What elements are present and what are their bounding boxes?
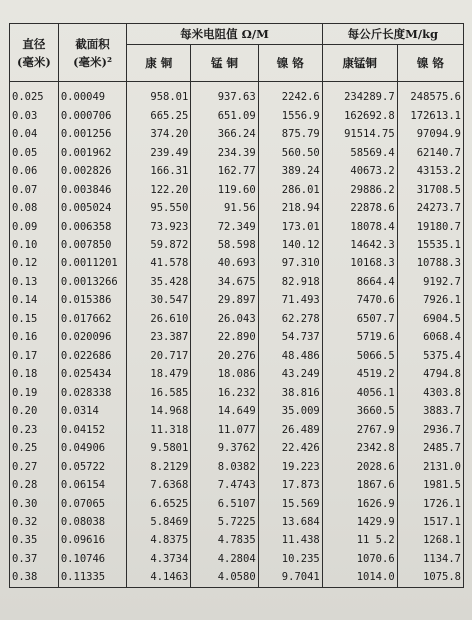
l-manganin-cell: 11 5.2 [322,531,397,549]
diameter-cell: 0.09 [10,217,59,235]
r-manganin-cell: 58.598 [191,236,258,254]
r-manganin-cell: 5.7225 [191,513,258,531]
area-cell: 0.08038 [58,513,126,531]
l-manganin-cell: 40673.2 [322,162,397,180]
diameter-cell: 0.30 [10,494,59,512]
table-row [10,347,464,365]
diameter-header-label: 直径 [22,36,46,51]
r-nichrome-cell: 48.486 [258,347,322,365]
r-nichrome-cell: 97.310 [258,254,322,272]
table-row [10,162,464,180]
area-cell: 0.005024 [58,199,126,217]
r-manganin-cell: 4.7835 [191,531,258,549]
diameter-cell: 0.08 [10,199,59,217]
diameter-cell: 0.32 [10,513,59,531]
r-manganin-cell: 9.3762 [191,439,258,457]
l-nichrome-cell: 62140.7 [397,143,463,161]
l-manganin-cell: 4519.2 [322,365,397,383]
table-header [10,24,464,82]
l-nichrome-cell: 19180.7 [397,217,463,235]
area-cell: 0.06154 [58,476,126,494]
l-manganin-cell: 6507.7 [322,310,397,328]
l-nichrome-cell: 6904.5 [397,310,463,328]
l-manganin-cell: 1626.9 [322,494,397,512]
r-nichrome-cell: 10.235 [258,550,322,568]
area-cell: 0.028338 [58,384,126,402]
area-header-unit: (毫米)² [73,54,113,69]
l-nichrome-cell: 1517.1 [397,513,463,531]
r-constantan-cell: 958.01 [127,82,191,107]
r-constantan-cell: 7.6368 [127,476,191,494]
l-manganin-cell: 22878.6 [322,199,397,217]
r-manganin-cell: 4.0580 [191,568,258,587]
table-row [10,402,464,420]
area-cell: 0.000706 [58,106,126,124]
l-nichrome-cell: 4794.8 [397,365,463,383]
l-nichrome-cell: 2936.7 [397,420,463,438]
r-nichrome-cell: 17.873 [258,476,322,494]
l-nichrome-cell: 2131.0 [397,457,463,475]
table-row [10,82,464,107]
diameter-cell: 0.37 [10,550,59,568]
l-nichrome-cell: 5375.4 [397,347,463,365]
r-manganin-cell: 8.0382 [191,457,258,475]
area-cell: 0.04152 [58,420,126,438]
l-manganin-header: 康锰铜 [322,45,397,82]
diameter-header-unit: (毫米) [16,54,51,69]
table-row [10,513,464,531]
area-cell: 0.020096 [58,328,126,346]
r-nichrome-cell: 13.684 [258,513,322,531]
l-nichrome-cell: 1726.1 [397,494,463,512]
diameter-cell: 0.17 [10,347,59,365]
table-row [10,328,464,346]
l-nichrome-cell: 15535.1 [397,236,463,254]
r-constantan-cell: 4.3734 [127,550,191,568]
table-row [10,365,464,383]
r-manganin-cell: 14.649 [191,402,258,420]
table-row [10,457,464,475]
area-cell: 0.10746 [58,550,126,568]
l-manganin-cell: 162692.8 [322,106,397,124]
r-manganin-cell: 651.09 [191,106,258,124]
l-manganin-cell: 1867.6 [322,476,397,494]
l-nichrome-cell: 7926.1 [397,291,463,309]
length-group-header: 每公斤长度M/kg [322,24,463,45]
l-manganin-cell: 5066.5 [322,347,397,365]
diameter-cell: 0.16 [10,328,59,346]
r-constantan-cell: 14.968 [127,402,191,420]
diameter-cell: 0.38 [10,568,59,587]
l-nichrome-cell: 2485.7 [397,439,463,457]
r-nichrome-cell: 140.12 [258,236,322,254]
l-manganin-cell: 7470.6 [322,291,397,309]
r-nichrome-cell: 19.223 [258,457,322,475]
r-nichrome-header: 镍 铬 [258,45,322,82]
r-nichrome-cell: 35.009 [258,402,322,420]
r-constantan-cell: 8.2129 [127,457,191,475]
l-nichrome-cell: 3883.7 [397,402,463,420]
r-nichrome-cell: 71.493 [258,291,322,309]
r-constantan-cell: 4.1463 [127,568,191,587]
l-nichrome-cell: 1268.1 [397,531,463,549]
area-header-label: 截面积 [75,36,110,51]
r-nichrome-cell: 15.569 [258,494,322,512]
l-nichrome-cell: 4303.8 [397,384,463,402]
table-row [10,476,464,494]
diameter-header [10,24,59,82]
area-cell: 0.07065 [58,494,126,512]
table-row [10,199,464,217]
area-cell: 0.001962 [58,143,126,161]
area-cell: 0.017662 [58,310,126,328]
l-manganin-cell: 1014.0 [322,568,397,587]
table-body [10,82,464,588]
r-constantan-cell: 122.20 [127,180,191,198]
table-row [10,420,464,438]
l-nichrome-cell: 43153.2 [397,162,463,180]
table-row [10,180,464,198]
r-constantan-cell: 18.479 [127,365,191,383]
r-nichrome-cell: 43.249 [258,365,322,383]
diameter-cell: 0.10 [10,236,59,254]
r-nichrome-cell: 173.01 [258,217,322,235]
r-nichrome-cell: 54.737 [258,328,322,346]
r-constantan-cell: 4.8375 [127,531,191,549]
diameter-cell: 0.07 [10,180,59,198]
r-nichrome-cell: 82.918 [258,273,322,291]
l-manganin-cell: 234289.7 [322,82,397,107]
diameter-cell: 0.12 [10,254,59,272]
r-nichrome-cell: 218.94 [258,199,322,217]
r-constantan-header: 康 铜 [127,45,191,82]
area-cell: 0.04906 [58,439,126,457]
table-row [10,531,464,549]
area-cell: 0.003846 [58,180,126,198]
r-manganin-cell: 16.232 [191,384,258,402]
r-manganin-cell: 366.24 [191,125,258,143]
l-manganin-cell: 91514.75 [322,125,397,143]
table-row [10,106,464,124]
area-header [58,24,126,82]
r-constantan-cell: 5.8469 [127,513,191,531]
table-row [10,291,464,309]
r-constantan-cell: 23.387 [127,328,191,346]
r-manganin-cell: 18.086 [191,365,258,383]
r-nichrome-cell: 560.50 [258,143,322,161]
r-nichrome-cell: 9.7041 [258,568,322,587]
r-nichrome-cell: 286.01 [258,180,322,198]
r-constantan-cell: 16.585 [127,384,191,402]
r-constantan-cell: 11.318 [127,420,191,438]
l-manganin-cell: 1429.9 [322,513,397,531]
r-constantan-cell: 6.6525 [127,494,191,512]
l-manganin-cell: 29886.2 [322,180,397,198]
r-manganin-cell: 72.349 [191,217,258,235]
r-nichrome-cell: 22.426 [258,439,322,457]
table-row [10,236,464,254]
area-cell: 0.002826 [58,162,126,180]
l-nichrome-cell: 172613.1 [397,106,463,124]
area-cell: 0.022686 [58,347,126,365]
diameter-cell: 0.18 [10,365,59,383]
diameter-cell: 0.025 [10,82,59,107]
area-cell: 0.015386 [58,291,126,309]
r-nichrome-cell: 389.24 [258,162,322,180]
r-manganin-cell: 22.890 [191,328,258,346]
r-constantan-cell: 166.31 [127,162,191,180]
r-manganin-cell: 937.63 [191,82,258,107]
area-cell: 0.0011201 [58,254,126,272]
area-cell: 0.0314 [58,402,126,420]
area-cell: 0.00049 [58,82,126,107]
area-cell: 0.007850 [58,236,126,254]
area-cell: 0.11335 [58,568,126,587]
r-manganin-cell: 91.56 [191,199,258,217]
table-row [10,439,464,457]
table-row [10,254,464,272]
r-constantan-cell: 59.872 [127,236,191,254]
r-manganin-cell: 162.77 [191,162,258,180]
l-manganin-cell: 4056.1 [322,384,397,402]
resistance-group-header: 每米电阻值 Ω/M [127,24,322,45]
table-row [10,568,464,587]
table-row [10,217,464,235]
l-nichrome-cell: 1075.8 [397,568,463,587]
l-manganin-cell: 5719.6 [322,328,397,346]
r-nichrome-cell: 1556.9 [258,106,322,124]
diameter-cell: 0.05 [10,143,59,161]
r-constantan-cell: 665.25 [127,106,191,124]
r-manganin-header: 锰 铜 [191,45,258,82]
r-manganin-cell: 234.39 [191,143,258,161]
l-nichrome-cell: 1134.7 [397,550,463,568]
r-constantan-cell: 26.610 [127,310,191,328]
diameter-cell: 0.15 [10,310,59,328]
r-constantan-cell: 239.49 [127,143,191,161]
diameter-cell: 0.35 [10,531,59,549]
l-nichrome-cell: 10788.3 [397,254,463,272]
r-manganin-cell: 7.4743 [191,476,258,494]
diameter-cell: 0.27 [10,457,59,475]
r-nichrome-cell: 38.816 [258,384,322,402]
area-cell: 0.09616 [58,531,126,549]
table-row [10,310,464,328]
r-nichrome-cell: 62.278 [258,310,322,328]
r-manganin-cell: 20.276 [191,347,258,365]
diameter-cell: 0.25 [10,439,59,457]
area-cell: 0.006358 [58,217,126,235]
r-nichrome-cell: 2242.6 [258,82,322,107]
l-manganin-cell: 18078.4 [322,217,397,235]
r-constantan-cell: 9.5801 [127,439,191,457]
l-manganin-cell: 2342.8 [322,439,397,457]
table-row [10,273,464,291]
diameter-cell: 0.06 [10,162,59,180]
table-row [10,125,464,143]
r-manganin-cell: 4.2804 [191,550,258,568]
area-cell: 0.05722 [58,457,126,475]
diameter-cell: 0.14 [10,291,59,309]
l-nichrome-header: 镍 铬 [397,45,463,82]
diameter-cell: 0.13 [10,273,59,291]
l-manganin-cell: 3660.5 [322,402,397,420]
r-constantan-cell: 20.717 [127,347,191,365]
r-constantan-cell: 374.20 [127,125,191,143]
l-nichrome-cell: 24273.7 [397,199,463,217]
r-manganin-cell: 40.693 [191,254,258,272]
r-constantan-cell: 73.923 [127,217,191,235]
l-manganin-cell: 2028.6 [322,457,397,475]
r-constantan-cell: 35.428 [127,273,191,291]
r-manganin-cell: 11.077 [191,420,258,438]
r-manganin-cell: 29.897 [191,291,258,309]
r-manganin-cell: 26.043 [191,310,258,328]
r-manganin-cell: 34.675 [191,273,258,291]
diameter-cell: 0.20 [10,402,59,420]
r-nichrome-cell: 875.79 [258,125,322,143]
area-cell: 0.0013266 [58,273,126,291]
table-row [10,384,464,402]
table-row [10,143,464,161]
l-manganin-cell: 8664.4 [322,273,397,291]
diameter-cell: 0.23 [10,420,59,438]
diameter-cell: 0.04 [10,125,59,143]
r-constantan-cell: 41.578 [127,254,191,272]
l-manganin-cell: 2767.9 [322,420,397,438]
area-cell: 0.001256 [58,125,126,143]
table-row [10,494,464,512]
area-cell: 0.025434 [58,365,126,383]
l-manganin-cell: 58569.4 [322,143,397,161]
wire-resistance-table [9,23,464,588]
diameter-cell: 0.03 [10,106,59,124]
l-nichrome-cell: 6068.4 [397,328,463,346]
l-manganin-cell: 14642.3 [322,236,397,254]
r-constantan-cell: 30.547 [127,291,191,309]
l-nichrome-cell: 31708.5 [397,180,463,198]
l-nichrome-cell: 248575.6 [397,82,463,107]
r-constantan-cell: 95.550 [127,199,191,217]
l-nichrome-cell: 9192.7 [397,273,463,291]
r-manganin-cell: 6.5107 [191,494,258,512]
r-manganin-cell: 119.60 [191,180,258,198]
table-row [10,550,464,568]
l-nichrome-cell: 1981.5 [397,476,463,494]
diameter-cell: 0.19 [10,384,59,402]
l-nichrome-cell: 97094.9 [397,125,463,143]
l-manganin-cell: 10168.3 [322,254,397,272]
l-manganin-cell: 1070.6 [322,550,397,568]
r-nichrome-cell: 11.438 [258,531,322,549]
diameter-cell: 0.28 [10,476,59,494]
r-nichrome-cell: 26.489 [258,420,322,438]
